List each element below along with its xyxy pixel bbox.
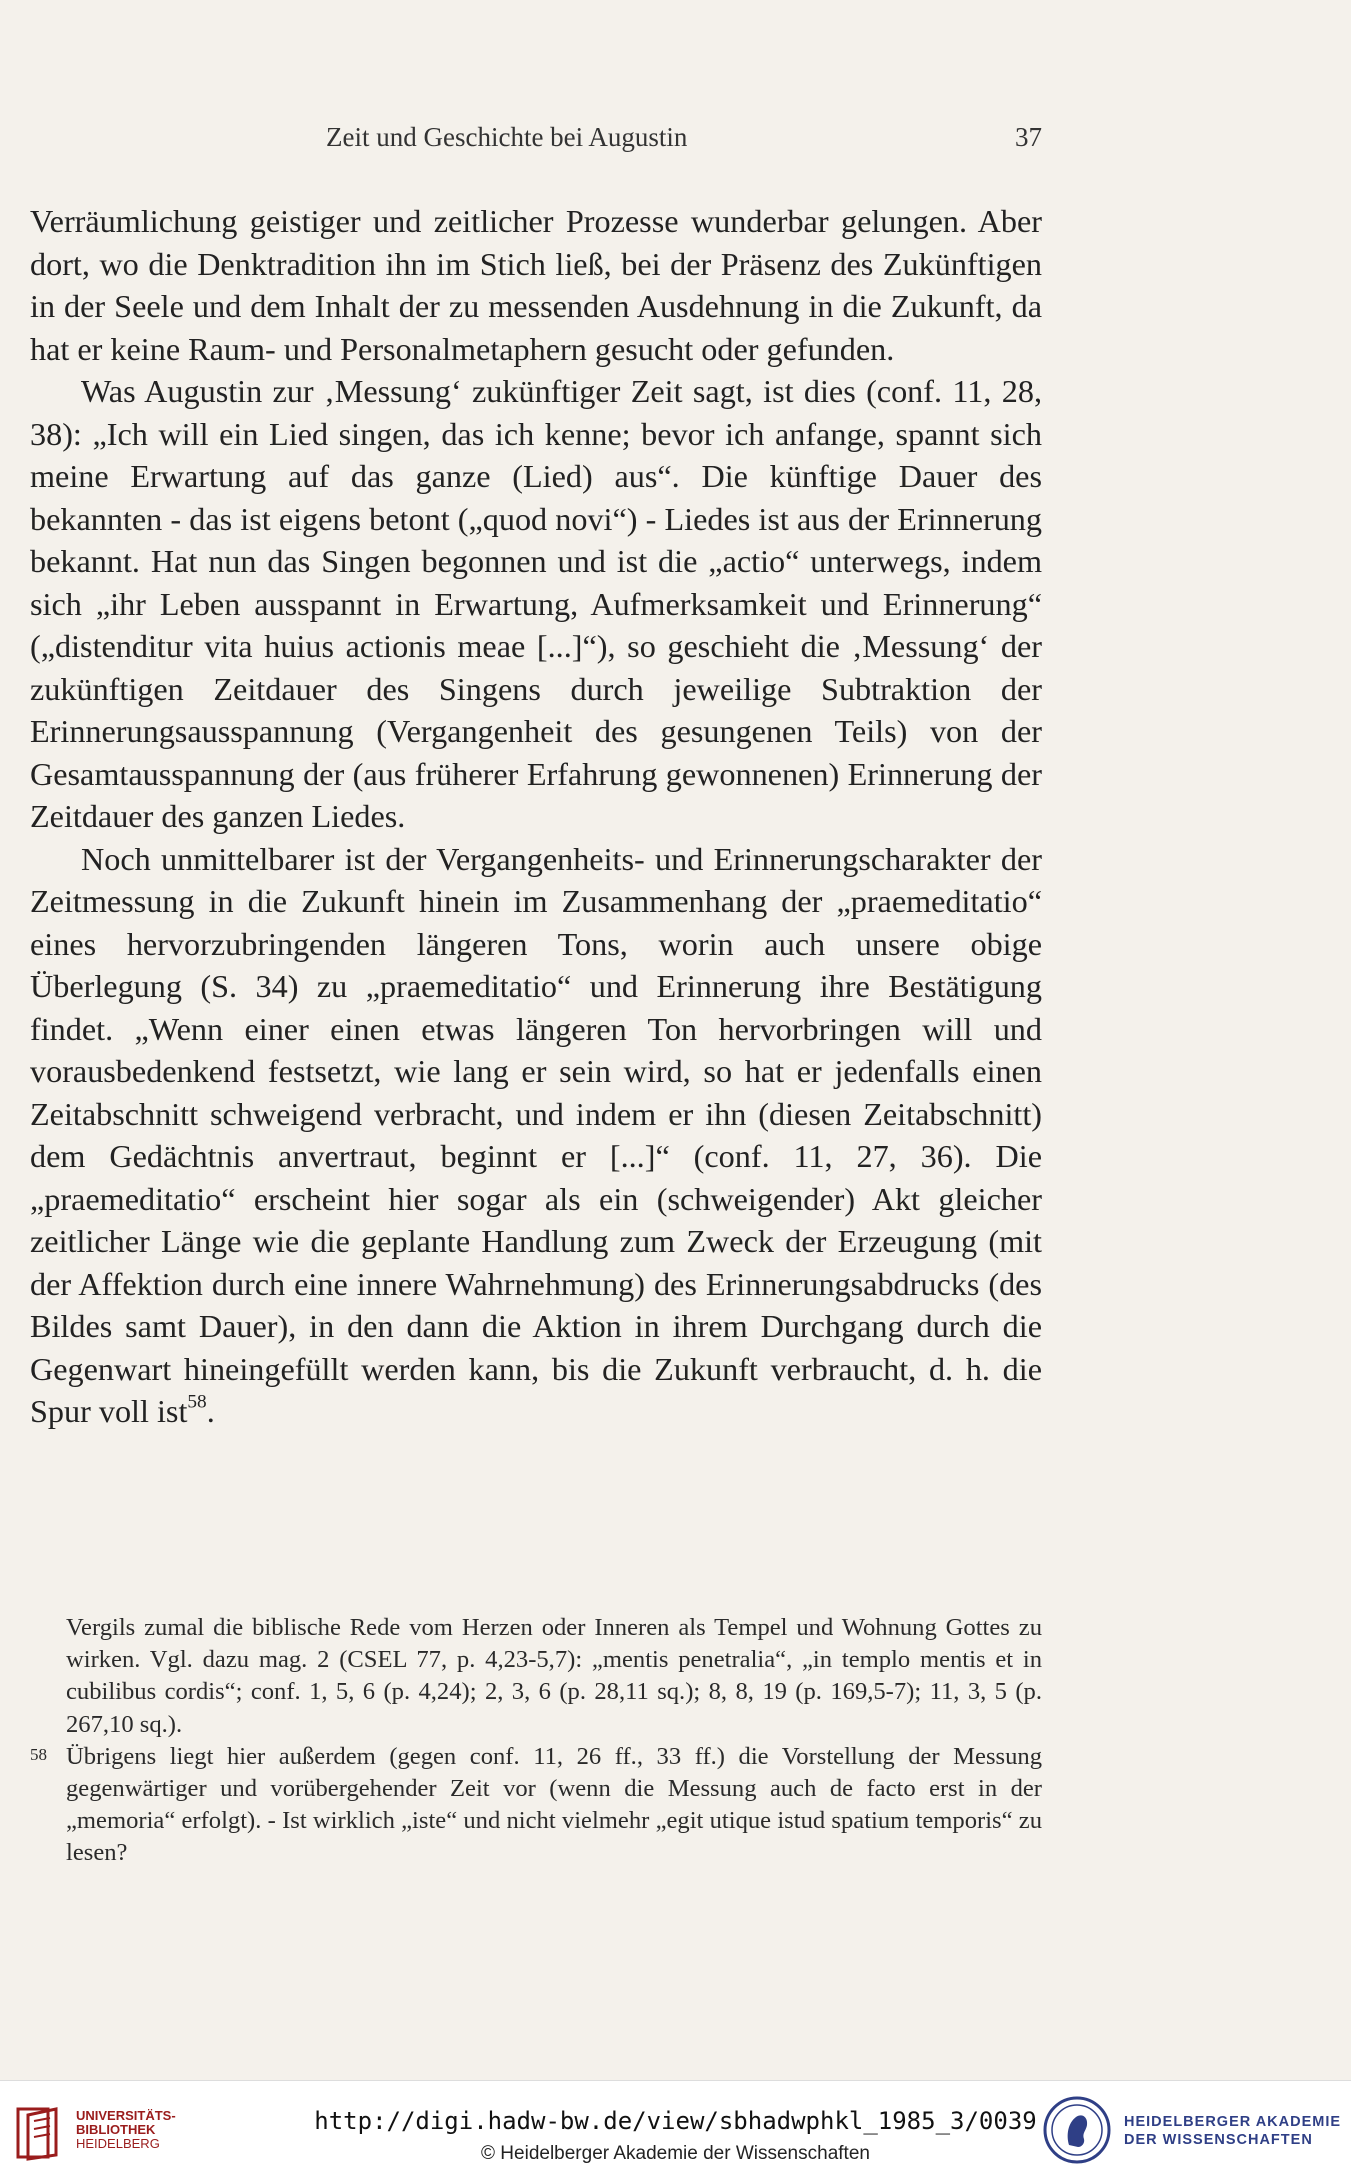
paragraph-3 [30,838,1042,1433]
paragraph-1: Verräumlichung geistiger und zeitlicher Prozesse wunderbar gelungen. Aber dort, wo die Denktradition ihn im Stich ließ, bei der Präsenz des Zukünftigen in der Seele und dem Inhalt der zu messenden Ausdehnung in die Zukunft, da hat er keine Raum- und Personalmetaphern gesucht oder gefunden. [30,203,1042,367]
source-url-link[interactable]: http://digi.hadw-bw.de/view/sbhadwphkl_1985_3/0039 [314,2107,1037,2135]
body-text [30,200,1042,1433]
paragraph-3-text: Noch unmittelbarer ist der Vergangenheits- und Erinnerungscharakter der Zeitmessung in die Zukunft hinein im Zusammenhang der „praemeditatio“ eines hervorzubringenden längeren Tons, worin auch unsere obige Überlegung (S. 34) zu „praemeditatio“ und Erinnerung ihre Bestätigung findet. „Wenn einer einen etwas längeren Ton hervorbringen will und vorausbedenkend festsetzt, wie lang er sein wird, so hat er jedenfalls einen Zeitabschnitt schweigend verbracht, und indem er ihn (diesen Zeitabschnitt) dem Gedächtnis anvertraut, beginnt er [...]“ (conf. 11, 27, 36). Die „praemeditatio“ erscheint hier sogar als ein (schweigender) Akt gleicher zeitlicher Länge wie die geplante Handlung zum Zweck der Erzeugung (mit der Affektion durch eine innere Wahrnehmung) des Erinnerungsabdrucks (des Bildes samt Dauer), in den dann die Aktion in ihrem Durchgang durch die Gegenwart hineingefüllt werden kann, bis die Zukunft verbraucht, d. h. die Spur voll ist [30,840,1042,1429]
page-number: 37 [1015,122,1042,152]
footer-bar [0,2080,1351,2178]
paragraph-3-end: . [206,1393,215,1429]
academy-line-2: DER WISSENSCHAFTEN [1124,2132,1313,2148]
running-head-title: Zeit und Geschichte bei Augustin [326,122,688,152]
academy-seal-icon[interactable] [1042,2095,1112,2165]
copyright-notice: © Heidelberger Akademie der Wissenschaften [481,2143,870,2164]
footnote-58 [30,1741,1042,1870]
footnote-57-continued: Vergils zumal die biblische Rede vom Herzen oder Inneren als Tempel und Wohnung Gottes zu wirken. Vgl. dazu mag. 2 (CSEL 77, p. 4,23-5,7): „mentis penetralia“, „in templo mentis et in cubilibus cordis“; conf. 1, 5, 6 (p. 4,24); 2, 3, 6 (p. 28,11 sq.); 8, 8, 19 (p. 169,5-7); 11, 3, 5 (p. 267,10 sq.). [66,1614,1042,1738]
footnote-58-mark: 58 [30,1744,47,1764]
footnotes [30,1612,1042,1870]
paragraph-2: Was Augustin zur ‚Messung‘ zukünftiger Zeit sagt, ist dies (conf. 11, 28, 38): „Ich will ein Lied singen, das ich kenne; bevor ich anfange, spannt sich meine Erwartung auf das ganze (Lied) aus“. Die künftige Dauer des bekannten - das ist eigens betont („quod novi“) - Liedes ist aus der Erinnerung bekannt. Hat nun das Singen begonnen und ist die „actio“ unterwegs, indem sich „ihr Leben ausspannt in Erwartung, Aufmerksamkeit und Erinnerung“ („distenditur vita huius actionis meae [...]“), so geschieht die ‚Messung‘ der zukünftigen Zeitdauer des Singens durch jeweilige Subtraktion der Erinnerungsausspannung (Vergangenheit des gesungenen Teils) von der Gesamtausspannung der (aus früherer Erfahrung gewonnenen) Erinnerung der Zeitdauer des ganzen Liedes. [30,373,1042,834]
academy-name [1124,2113,1341,2149]
ub-line-2: BIBLIOTHEK [76,2122,156,2137]
ub-line-3: HEIDELBERG [76,2136,160,2151]
running-head [30,122,1042,162]
footnote-ref-58[interactable]: 58 [187,1391,207,1413]
academy-line-1: HEIDELBERGER AKADEMIE [1124,2114,1342,2130]
ub-line-1: UNIVERSITÄTS- [76,2108,176,2123]
footnote-58-text: Übrigens liegt hier außerdem (gegen conf. 11, 26 ff., 33 ff.) die Vorstellung der Messung gegenwärtiger und vorübergehender Zeit vor (wenn die Messung auch de facto erst in der „memoria“ erfolgt). - Ist wirklich „iste“ und nicht vielmehr „egit utique istud spatium temporis“ zu lesen? [66,1742,1042,1867]
